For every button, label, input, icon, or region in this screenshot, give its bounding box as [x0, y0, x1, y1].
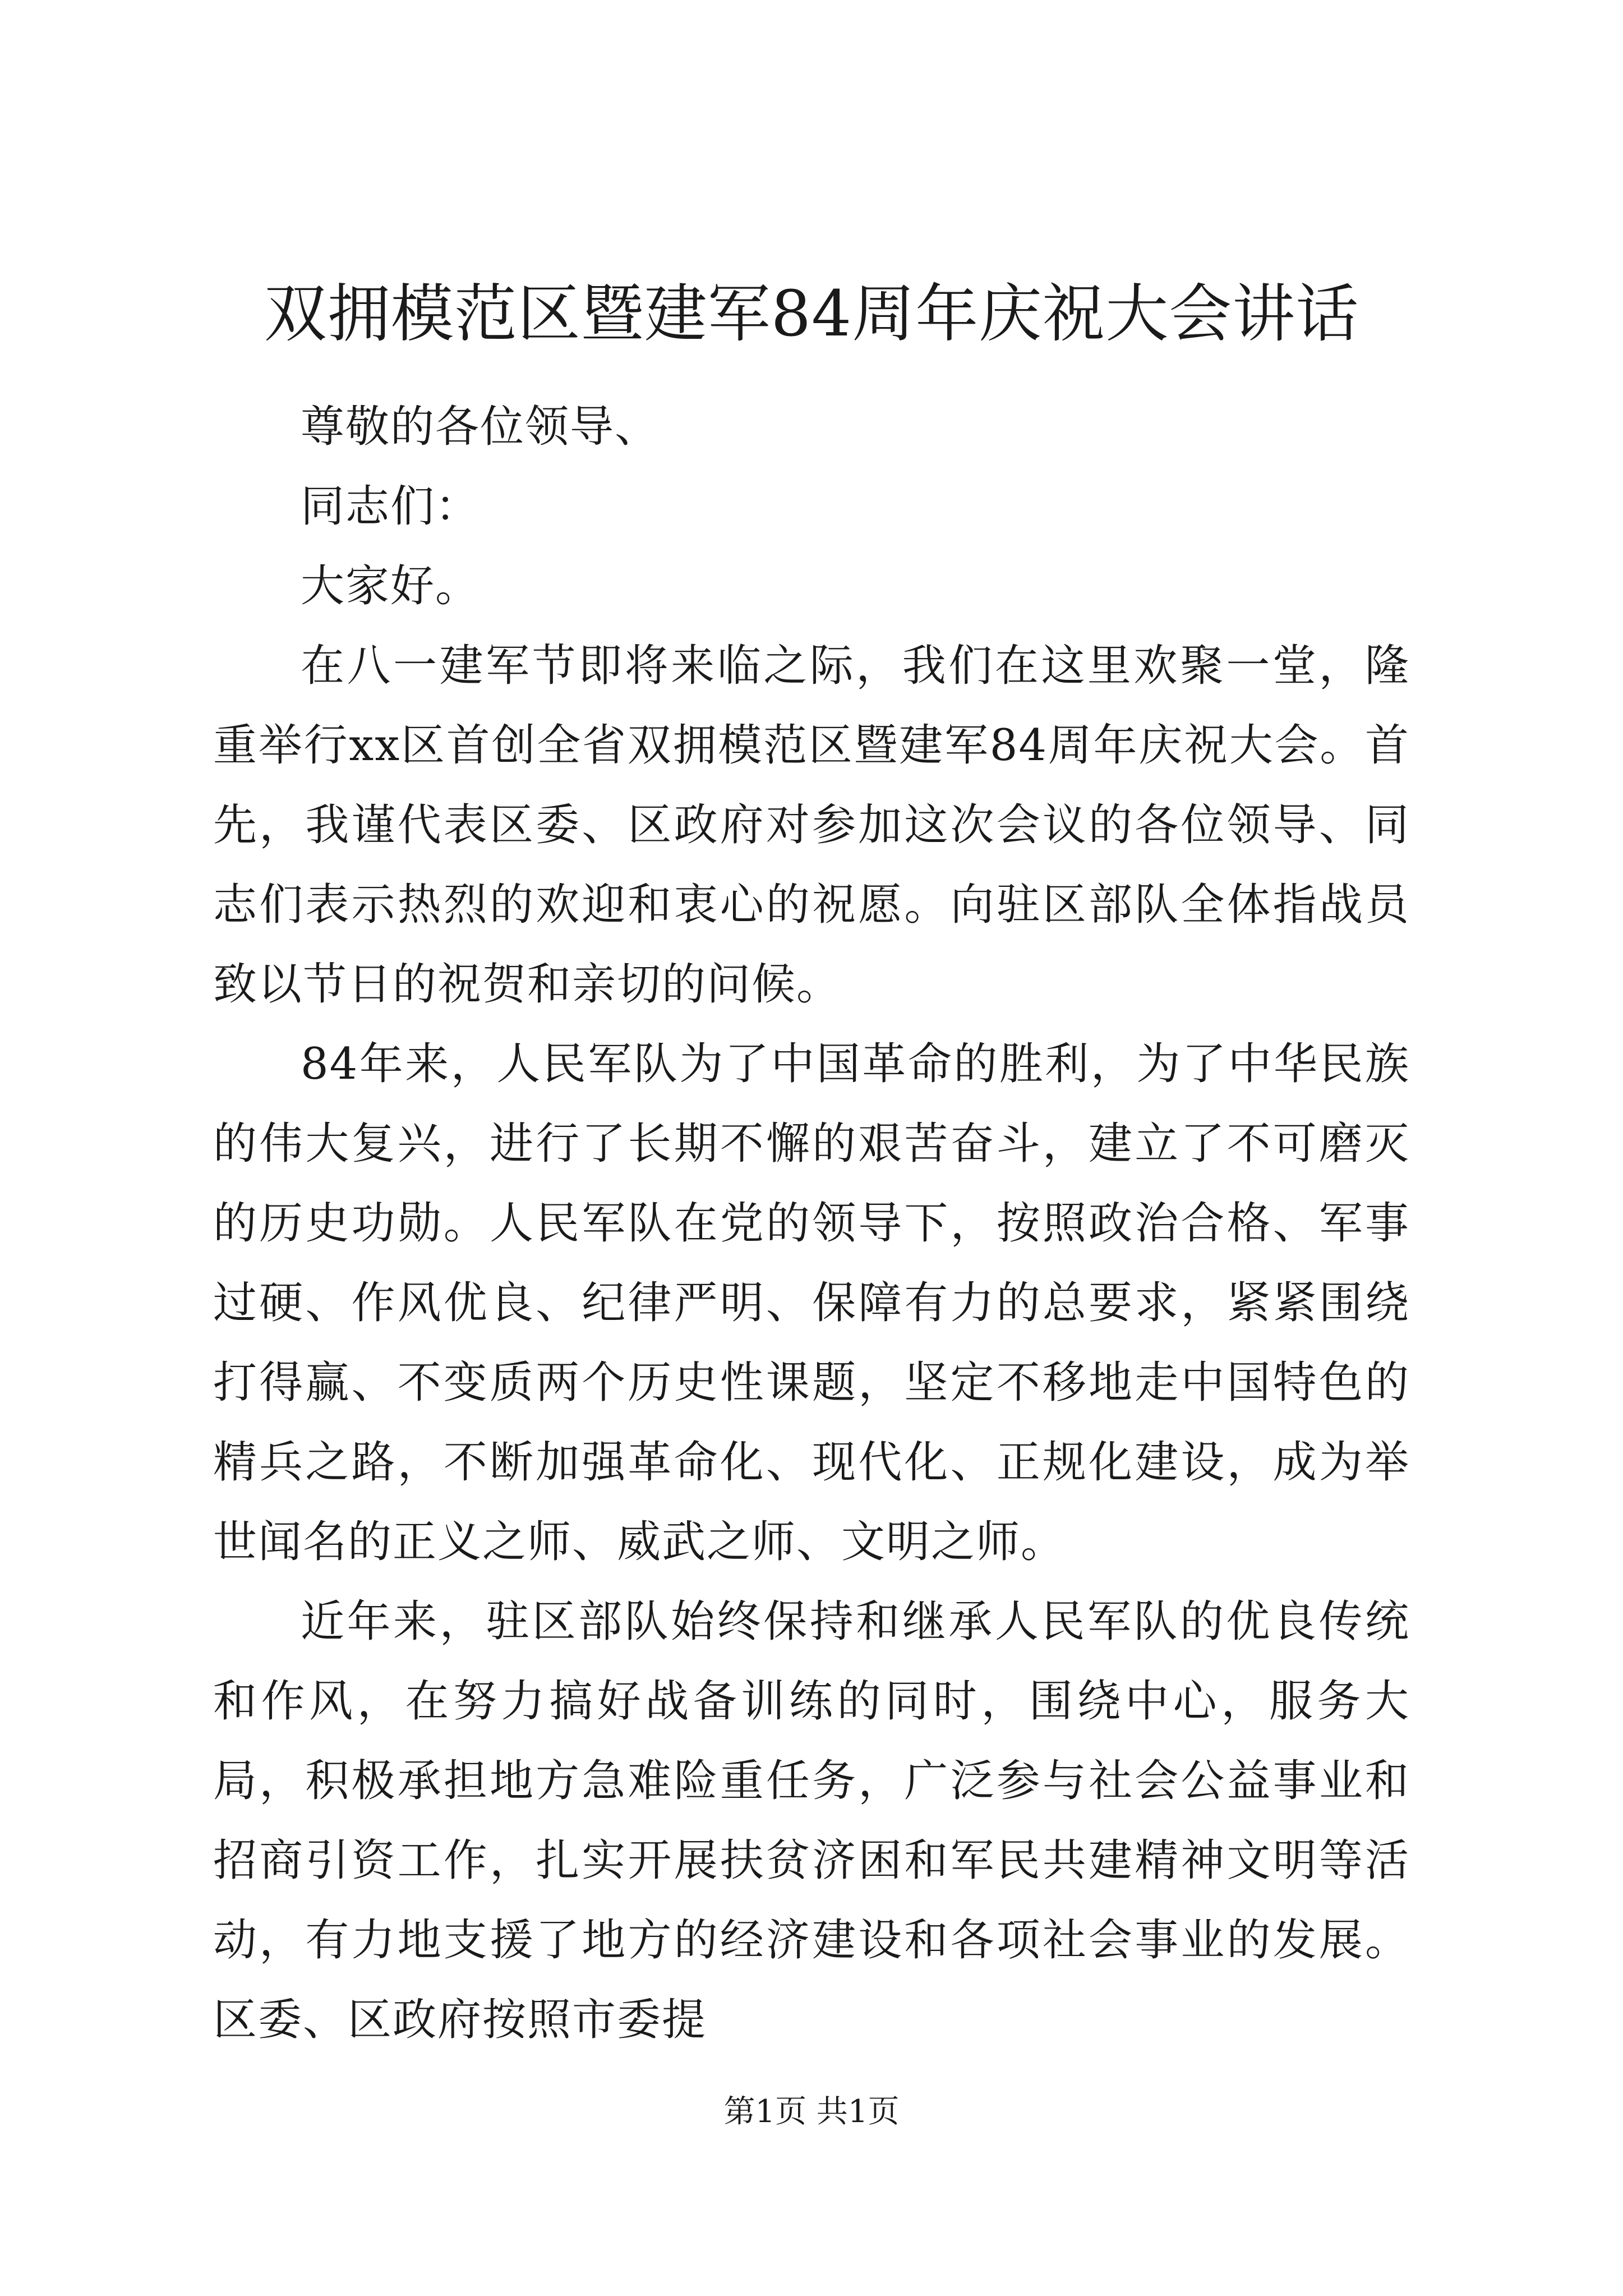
salutation-comrades: 同志们： [301, 481, 481, 532]
page-title: 双拥模范区暨建军84周年庆祝大会讲话 [264, 278, 1359, 351]
document-body [213, 387, 1410, 2060]
paragraph-army-history: 84年来，人民军队为了中国革命的胜利，为了中华民族的伟大复兴，进行了长期不懈的艰苦奋斗，建立了不可磨灭的历史功勋。人民军队在党的领导下，按照政治合格、军事过硬、作风优良、纪律严明、保障有力的总要求，紧紧围绕打得赢、不变质两个历史性课题，坚定不移地走中国特色的精兵之路，不断加强革命化、现代化、正规化建设，成为举世闻名的正义之师、威武之师、文明之师。 [213, 1039, 1410, 1567]
paragraph-recent-years: 近年来，驻区部队始终保持和继承人民军队的优良传统和作风，在努力搞好战备训练的同时，围绕中心，服务大局，积极承担地方急难险重任务，广泛参与社会公益事业和招商引资工作，扎实开展扶贫济困和军民共建精神文明等活动，有力地支援了地方的经济建设和各项社会事业的发展。区委、区政府按照市委提 [213, 1596, 1410, 2045]
paragraph-opening: 在八一建军节即将来临之际，我们在这里欢聚一堂，隆重举行xx区首创全省双拥模范区暨建军84周年庆祝大会。首先，我谨代表区委、区政府对参加这次会议的各位领导、同志们表示热烈的欢迎和衷心的祝愿。向驻区部队全体指战员致以节日的祝贺和亲切的问候。 [213, 641, 1410, 1010]
greeting: 大家好。 [301, 561, 481, 611]
page-footer: 第1页 共1页 [723, 2093, 900, 2130]
salutation-leaders: 尊敬的各位领导、 [301, 402, 660, 452]
